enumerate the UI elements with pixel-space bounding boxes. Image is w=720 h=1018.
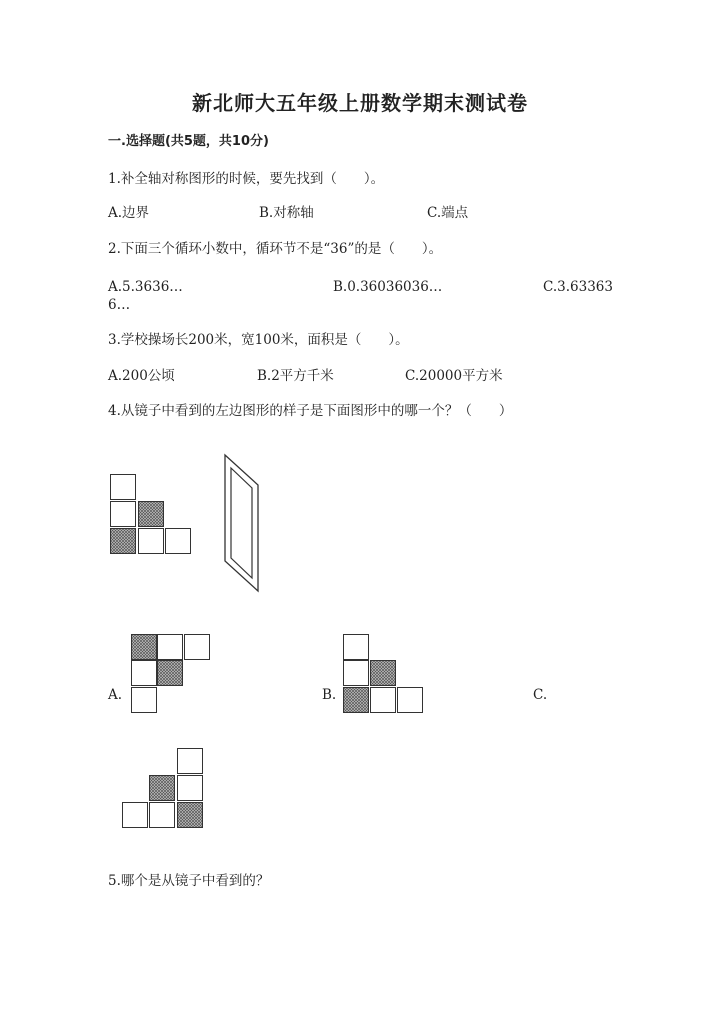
figure-cell-shaded [138, 501, 164, 527]
question-4-stem: 4.从镜子中看到的左边图形的样子是下面图形中的哪一个？（ ） [108, 403, 513, 419]
figure-cell [110, 474, 136, 500]
figure-cell [138, 528, 164, 554]
question-4-option-a-label: A. [108, 687, 123, 703]
figure-cell [131, 660, 157, 686]
figure-cell-shaded [157, 660, 183, 686]
figure-cell [110, 501, 136, 527]
figure-cell [184, 634, 210, 660]
question-2-option-c-continued: 6… [108, 297, 131, 313]
figure-cell [157, 634, 183, 660]
mirror-illustration [222, 452, 262, 594]
section-heading: 一.选择题(共5题，共10分) [108, 134, 269, 149]
figure-cell-shaded [149, 775, 175, 801]
question-1-option-a: A.边界 [108, 205, 150, 221]
figure-cell-shaded [343, 687, 369, 713]
figure-cell-shaded [110, 528, 136, 554]
page-title: 新北师大五年级上册数学期末测试卷 [192, 91, 528, 115]
question-3-option-a: A.200公顷 [108, 368, 175, 384]
figure-cell [343, 634, 369, 660]
figure-cell [177, 775, 203, 801]
figure-cell-shaded [177, 802, 203, 828]
figure-cell [131, 687, 157, 713]
question-1-option-b: B.对称轴 [259, 205, 314, 221]
question-5-stem: 5.哪个是从镜子中看到的？ [108, 873, 270, 889]
figure-cell [165, 528, 191, 554]
figure-cell-shaded [131, 634, 157, 660]
figure-cell [343, 660, 369, 686]
question-2-stem: 2.下面三个循环小数中，循环节不是“36”的是（ ）。 [108, 241, 443, 257]
question-3-stem: 3.学校操场长200米，宽100米，面积是（ ）。 [108, 332, 409, 348]
question-3-option-c: C.20000平方米 [405, 368, 503, 384]
figure-cell [122, 802, 148, 828]
figure-cell [149, 802, 175, 828]
figure-cell [397, 687, 423, 713]
question-3-option-b: B.2平方千米 [257, 368, 334, 384]
question-1-stem: 1.补全轴对称图形的时候，要先找到（ ）。 [108, 171, 385, 187]
question-2-option-a: A.5.3636… [108, 279, 183, 295]
question-2-option-b: B.0.36036036… [333, 279, 443, 295]
question-4-option-c-label: C. [533, 687, 548, 703]
figure-cell-shaded [370, 660, 396, 686]
question-2-option-c: C.3.63363 [543, 279, 613, 295]
figure-cell [370, 687, 396, 713]
figure-cell [177, 748, 203, 774]
question-4-option-b-label: B. [322, 687, 337, 703]
question-1-option-c: C.端点 [427, 205, 469, 221]
